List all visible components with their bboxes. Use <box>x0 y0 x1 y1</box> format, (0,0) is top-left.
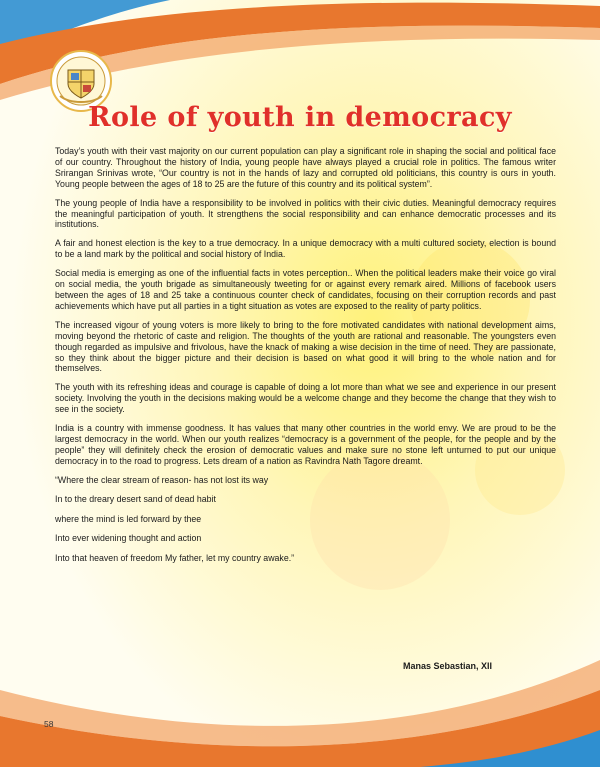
paragraph: The increased vigour of young voters is more likely to bring to the fore motivated candidates with national development aims, moving beyond the rhetoric of caste and religion. The thoughts of the youth are rational and reasonable. The youngsters even though regarded as impulsive and frivolous, have the knack of making a wise decision in the time of need. They are passionate, so they think about the bigger picture and their decision is based on what good it will bring to the whole nation and for themselves. <box>55 319 556 374</box>
article-body <box>55 146 556 572</box>
paragraph: The youth with its refreshing ideas and courage is capable of doing a lot more than what we see and experience in our present society. Involving the youth in the decisions making would be a welcome change and they become the change that they wish to see in the society. <box>55 382 556 415</box>
paragraph: Social media is emerging as one of the influential facts in votes perception.. When the political leaders make their voice go viral on social media, the youth brigade as simultaneously tweeting for or against every remark aired. Millions of facebook users between the ages of 18 and 25 take a continuous counter check of candidates, focusing on their corruption records and past achievements which have put all parties in a tight situation as votes are exposed to the reality of party politics. <box>55 268 556 311</box>
poem-line: Into that heaven of freedom My father, let my country awake.” <box>55 552 295 563</box>
poem-line: “Where the clear stream of reason- has not lost its way <box>55 474 269 485</box>
poem-quote <box>55 475 556 564</box>
page-title: Role of youth in democracy <box>88 102 512 133</box>
poem-line: In to the dreary desert sand of dead habit <box>55 494 216 505</box>
poem-line: where the mind is led forward by thee <box>55 513 202 524</box>
poem-line: Into ever widening thought and action <box>55 533 202 544</box>
page-number: 58 <box>44 719 54 729</box>
paragraph: India is a country with immense goodness. It has values that many other countries in the world envy. We are proud to be the largest democracy in the world. When our youth realizes “democracy is a government of the people, for the people and by the people” they will definitely check the erosion of democratic values and make sure no stone left unturned to put our unique democracy in to the road to progress. Lets dream of a nation as Ravindra Nath Tagore dreamt. <box>55 423 556 466</box>
paragraph: The young people of India have a responsibility to be involved in politics with their civic duties. Meaningful democracy requires the meaningful participation of youth. It strengthens the social responsibility and can enhance democratic processes and its institutions. <box>55 197 556 230</box>
author-credit: Manas Sebastian, XII <box>402 661 492 671</box>
paragraph: A fair and honest election is the key to a true democracy. In a unique democracy with a multi cultured society, election is bound to be a land mark by the political and social history of India. <box>55 238 556 260</box>
paragraph: Today’s youth with their vast majority on our current population can play a significant role in shaping the social and political face of our country. Throughout the history of India, young people have always played a crucial role in politics. The famous writer Srirangan Srinivas wrote, “Our country is not in the hands of lazy and corrupted old politicians, this country is ours in youth. Young people between the ages of 18 to 25 are the future of this country and its political system”. <box>55 146 556 189</box>
